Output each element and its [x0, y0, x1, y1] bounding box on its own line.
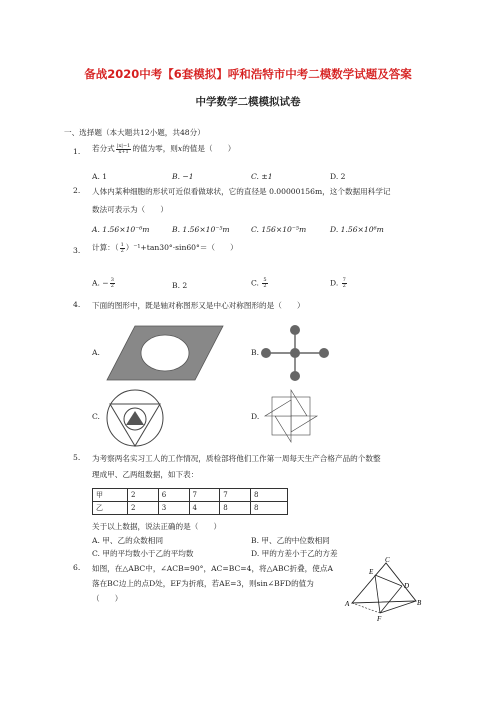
- q6-line1: 如图，在△ABC中，∠ACB=90°，AC=BC=4，将△ABC折叠，使点A: [92, 564, 333, 573]
- q2-option-b: B. 1.56×10⁻⁵m: [172, 225, 230, 234]
- q3-number: 3.: [73, 246, 81, 255]
- q4-label-d: D.: [251, 412, 260, 421]
- q3-opt-a-label: A. −: [92, 278, 109, 288]
- q4-label-a: A.: [92, 348, 100, 357]
- q1-fraction: [116, 144, 132, 155]
- q2-option-d: D. 1.56×10⁶m: [330, 225, 384, 234]
- table-cell: 4: [189, 502, 220, 515]
- q6-triangle-figure: [344, 555, 426, 625]
- q6-label-f: F: [377, 615, 382, 623]
- q4-number: 4.: [73, 300, 81, 309]
- q2-line1: 人体内某种细胞的形状可近似看做球状，它的直径是 0.00000156m，这个数据用科学记: [92, 187, 391, 196]
- q5-option-b: B. 甲、乙的中位数相同: [251, 536, 330, 545]
- table-cell: 8: [251, 502, 288, 515]
- table-cell: 2: [128, 489, 159, 502]
- q3-frac-num: 1: [120, 241, 124, 248]
- q1-post2: 的值是（ ）: [182, 144, 236, 153]
- q1-post: 的值为零，则: [132, 144, 178, 153]
- q3-opt-d-label: D.: [330, 278, 339, 288]
- q6-line3: （ ）: [92, 594, 123, 603]
- q5-line2: 理成甲、乙两组数据，如下表：: [92, 470, 199, 479]
- q2-line2: 数法可表示为（ ）: [92, 205, 168, 214]
- q5-option-a: A. 甲、乙的众数相同: [92, 536, 164, 545]
- q4-label-c: C.: [92, 412, 100, 421]
- q6-label-d: D: [404, 582, 410, 590]
- q3-option-b: B. 2: [172, 281, 188, 290]
- q3-paren-open: （: [114, 243, 119, 252]
- table-cell: 6: [158, 489, 189, 502]
- q1-number: 1.: [73, 147, 81, 156]
- q3-opt-a-num: 3: [110, 277, 114, 283]
- q1-stem: [92, 143, 235, 155]
- q5-line1: 为考察两名实习工人的工作情况，质检部将他们工作第一周每天生产合格产品的个数整: [92, 454, 381, 463]
- q6-label-a: A: [345, 600, 350, 608]
- q2-number: 2.: [73, 186, 81, 195]
- q6-label-e: E: [369, 568, 374, 576]
- q5-option-c: C. 甲的平均数小于乙的平均数: [92, 549, 194, 558]
- q1-frac-den: x+1: [118, 148, 129, 155]
- table-cell: 8: [251, 489, 288, 502]
- q3-post: ）⁻¹+tan30°·sin60°＝（ ）: [125, 243, 238, 252]
- q6-label-b: B: [417, 599, 422, 607]
- q1-var: x: [177, 144, 183, 153]
- q6-number: 6.: [73, 563, 81, 572]
- table-cell: 3: [158, 502, 189, 515]
- section-heading: 一、选择题（本大题共12小题，共48分）: [64, 128, 205, 137]
- q3-opt-a-den: 2: [110, 283, 114, 289]
- q1-frac-num: |x|−1: [116, 142, 131, 149]
- q3-opt-c-den: 2: [263, 283, 267, 289]
- table-cell: 7: [189, 489, 220, 502]
- q2-option-a: A. 1.56×10⁻⁶m: [92, 225, 150, 234]
- table-cell: 8: [220, 502, 251, 515]
- sub-title: 中学数学二模模拟试卷: [195, 96, 301, 108]
- q4-figure-b-cross: [258, 324, 332, 382]
- q6-line2: 落在BC边上的点D处，EF为折痕，若AE=3，则sin∠BFD的值为: [92, 579, 314, 588]
- main-title: 备战2020中考【6套模拟】呼和浩特市中考二模数学试题及答案: [84, 67, 412, 81]
- table-row: [93, 502, 288, 515]
- q3-fraction: [120, 243, 125, 254]
- q3-opt-d-num: 7: [342, 277, 346, 283]
- table-cell: 2: [128, 502, 159, 515]
- q3-opt-c-label: C.: [251, 278, 259, 288]
- q5-question: 关于以上数据，说法正确的是（ ）: [92, 522, 222, 531]
- q4-figure-d-pinwheel: [262, 388, 320, 444]
- q5-data-table: [92, 488, 288, 515]
- q1-option-d: D. 2: [330, 172, 346, 181]
- q1-pre: 若分式: [92, 144, 115, 153]
- q1-option-b: B. −1: [172, 172, 194, 181]
- table-cell: 甲: [93, 489, 128, 502]
- q3-option-a: [92, 278, 116, 289]
- q4-label-b: B.: [251, 348, 259, 357]
- q3-opt-c-num: 5: [263, 277, 267, 283]
- q2-option-c: C. 156×10⁻⁵m: [251, 225, 307, 234]
- q6-label-c: C: [385, 556, 390, 564]
- table-row: [93, 489, 288, 502]
- q1-option-c: C. ±1: [251, 172, 273, 181]
- q3-opt-d-den: 2: [342, 283, 346, 289]
- table-cell: 乙: [93, 502, 128, 515]
- q3-frac-den: 2: [120, 247, 124, 254]
- q3-option-c: [251, 278, 269, 289]
- q3-stem: 计算：（ $\frac{1}{2}$ ）⁻¹+tan30°·sin60°＝（ ）: [92, 241, 238, 254]
- q4-stem: 下面的图形中，既是轴对称图形又是中心对称图形的是（ ）: [92, 301, 305, 310]
- q1-option-a: A. 1: [92, 172, 108, 181]
- table-cell: 7: [220, 489, 251, 502]
- q4-figure-a-parallelogram: [105, 324, 225, 382]
- q3-option-d: [330, 278, 348, 289]
- q5-number: 5.: [73, 453, 81, 462]
- q5-option-d: D. 甲的方差小于乙的方差: [251, 549, 338, 558]
- q4-figure-c-circle-triangle: [103, 388, 167, 448]
